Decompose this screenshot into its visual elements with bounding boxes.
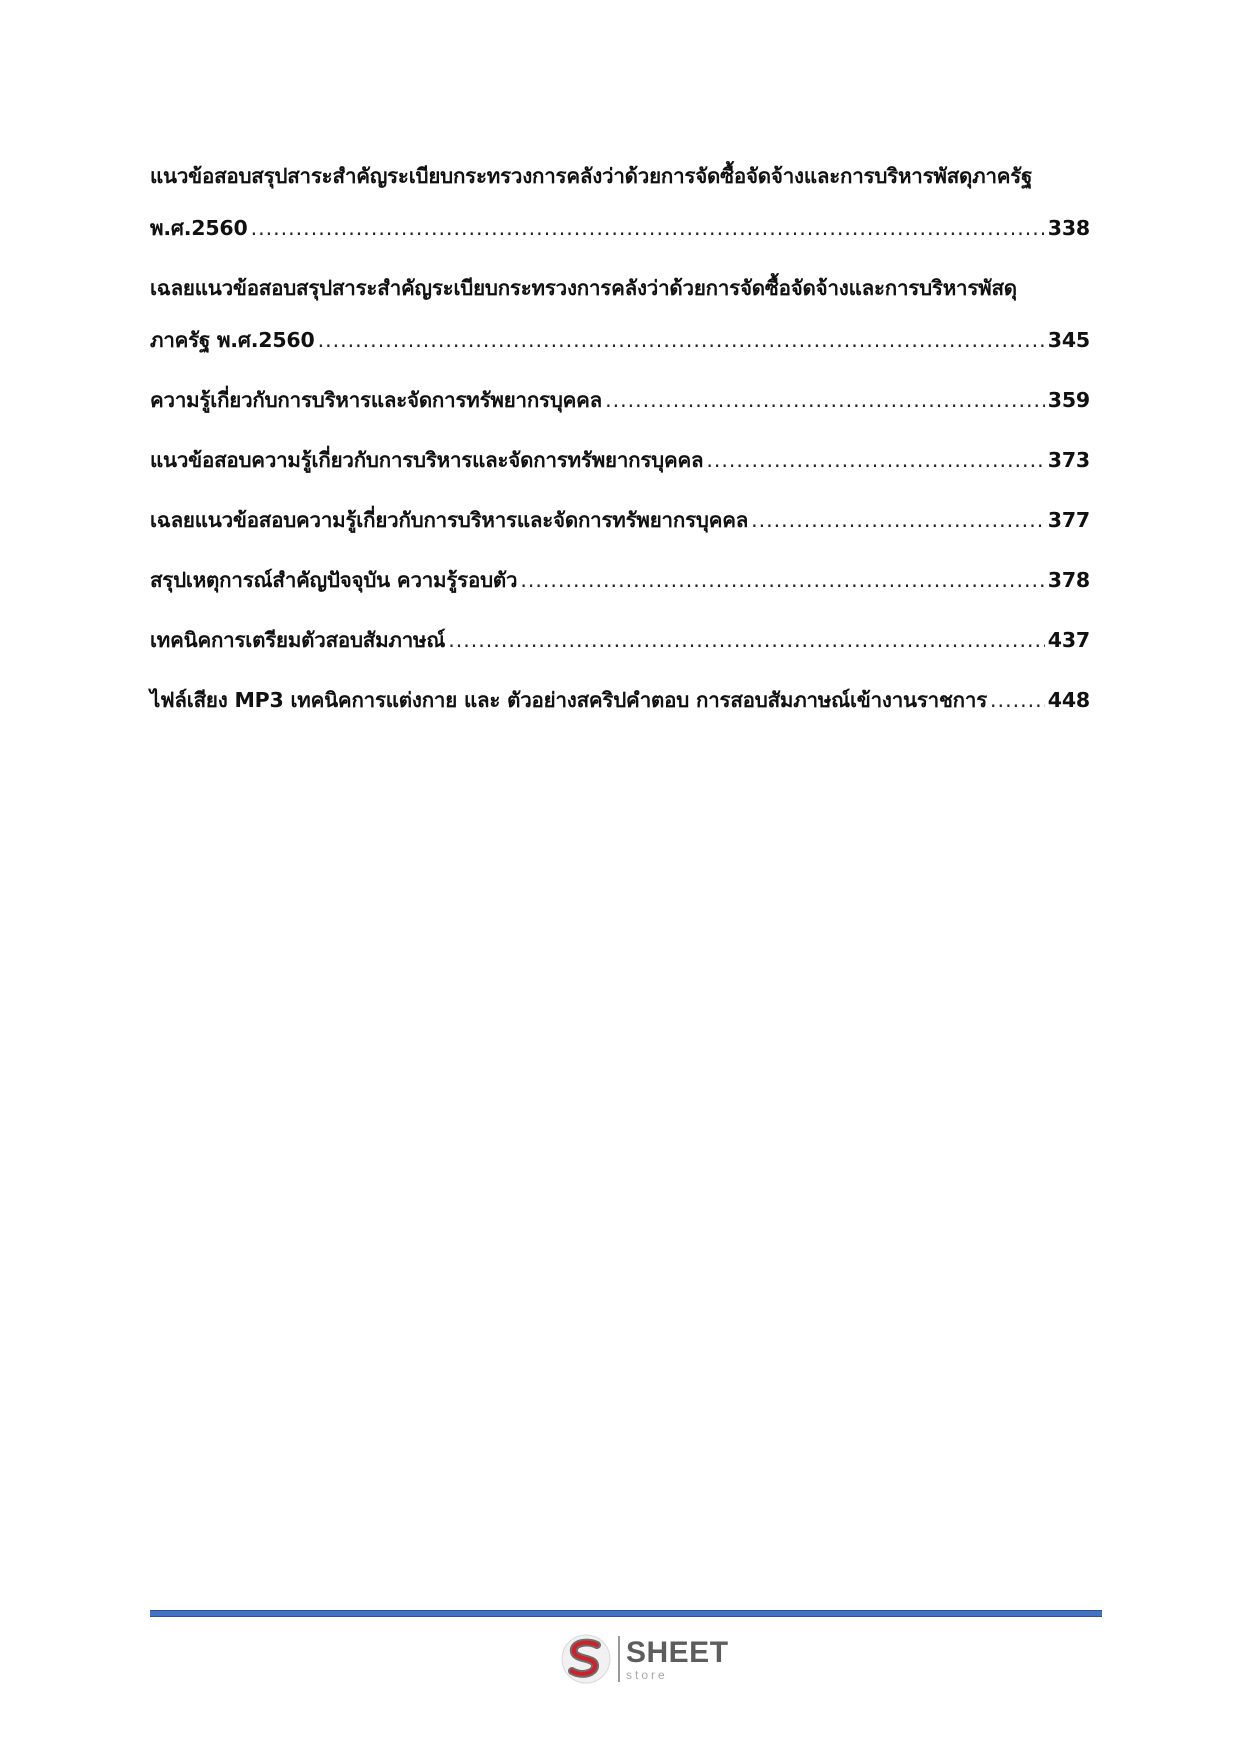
toc-page-number: 437 — [1047, 628, 1090, 652]
logo-subtitle: store — [626, 1667, 668, 1682]
dot-leader — [605, 374, 1045, 426]
toc-entry-title: พ.ศ.2560 — [150, 216, 248, 240]
toc-entry-line — [150, 494, 1090, 546]
toc-entry-line — [150, 374, 1090, 426]
toc-entry-line — [150, 314, 1090, 366]
toc-entry-line — [150, 554, 1090, 606]
dot-leader — [251, 202, 1045, 254]
toc-entry-line — [150, 150, 1090, 202]
logo-text — [626, 1635, 729, 1682]
toc-entry-title: เฉลยแนวข้อสอบสรุปสาระสำคัญระเบียบกระทรวงการคลังว่าด้วยการจัดซื้อจัดจ้างและการบริหารพัสดุ — [150, 276, 1017, 300]
toc-entry-title: ภาครัฐ พ.ศ.2560 — [150, 328, 315, 352]
toc-entry[interactable] — [150, 150, 1090, 254]
sheet-store-logo — [560, 1632, 729, 1686]
footer-divider — [150, 1610, 1102, 1617]
toc-entry[interactable] — [150, 614, 1090, 666]
toc-entry[interactable] — [150, 554, 1090, 606]
toc-entry-title: แนวข้อสอบความรู้เกี่ยวกับการบริหารและจัดการทรัพยากรบุคคล — [150, 448, 704, 472]
toc-entry[interactable] — [150, 434, 1090, 486]
toc-page-number: 378 — [1047, 568, 1090, 592]
dot-leader — [751, 494, 1045, 546]
toc-entry-line — [150, 674, 1090, 726]
dot-leader — [318, 314, 1045, 366]
toc-page-number: 345 — [1047, 328, 1090, 352]
toc-entry-title: เทคนิคการเตรียมตัวสอบสัมภาษณ์ — [150, 628, 446, 652]
toc-page-number: 377 — [1047, 508, 1090, 532]
dot-leader — [448, 614, 1045, 666]
toc-entry-title: ความรู้เกี่ยวกับการบริหารและจัดการทรัพยากรบุคคล — [150, 388, 603, 412]
toc-entry[interactable] — [150, 374, 1090, 426]
dot-leader — [990, 674, 1045, 726]
toc-page-number: 373 — [1047, 448, 1090, 472]
toc-entry-line — [150, 202, 1090, 254]
dot-leader — [706, 434, 1044, 486]
toc-entry[interactable] — [150, 494, 1090, 546]
toc-page-number: 359 — [1047, 388, 1090, 412]
toc-page-number: 338 — [1047, 216, 1090, 240]
toc-entry-title: เฉลยแนวข้อสอบความรู้เกี่ยวกับการบริหารและจัดการทรัพยากรบุคคล — [150, 508, 749, 532]
toc-entry-line — [150, 434, 1090, 486]
toc-page-number: 448 — [1047, 688, 1090, 712]
toc-entry-line — [150, 262, 1090, 314]
table-of-contents — [150, 150, 1090, 734]
sheet-store-logo-icon — [560, 1633, 612, 1685]
dot-leader — [520, 554, 1044, 606]
toc-entry-line — [150, 614, 1090, 666]
logo-wordmark: SHEET — [626, 1635, 729, 1669]
toc-entry-title: ไฟล์เสียง MP3 เทคนิคการแต่งกาย และ ตัวอย่างสคริปคำตอบ การสอบสัมภาษณ์เข้างานราชการ — [150, 688, 988, 712]
toc-entry-title: สรุปเหตุการณ์สำคัญปัจจุบัน ความรู้รอบตัว — [150, 568, 518, 592]
toc-entry-title: แนวข้อสอบสรุปสาระสำคัญระเบียบกระทรวงการคลังว่าด้วยการจัดซื้อจัดจ้างและการบริหารพัสดุภาครัฐ — [150, 164, 1033, 188]
toc-entry[interactable] — [150, 262, 1090, 366]
toc-entry[interactable] — [150, 674, 1090, 726]
logo-divider — [618, 1636, 620, 1682]
